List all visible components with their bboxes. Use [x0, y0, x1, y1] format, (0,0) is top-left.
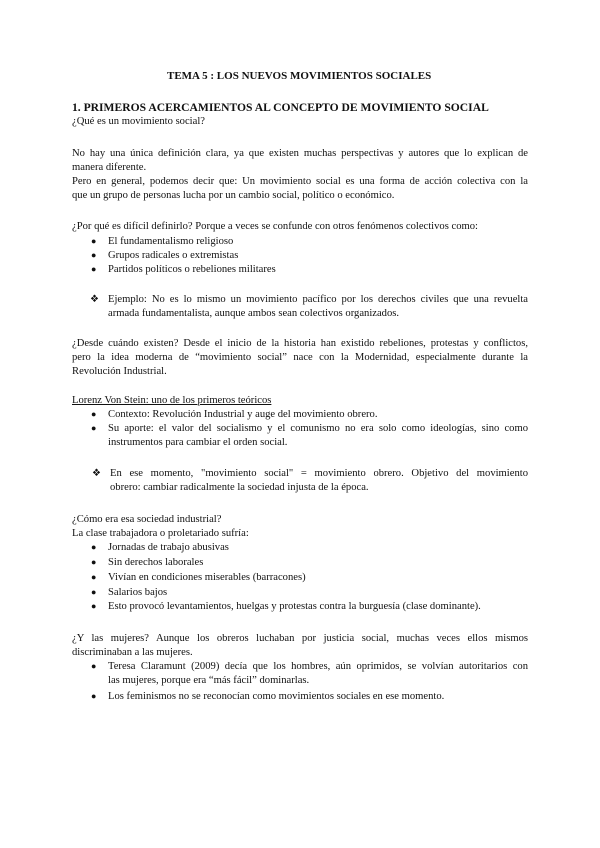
list-item: Teresa Claramunt (2009) decía que los hombres, aún oprimidos, se volvían autoritarios con	[108, 661, 528, 672]
paragraph-line: que un grupo de personas lucha por un cambio social, político o económico.	[72, 190, 395, 201]
example-line: Ejemplo: No es lo mismo un movimiento pacífico por los derechos civiles que una revuelta	[108, 294, 528, 305]
note-line: En ese momento, "movimiento social" = movimiento obrero. Objetivo del movimiento	[110, 468, 528, 479]
subheading-lorenz: Lorenz Von Stein: uno de los primeros teóricos	[72, 395, 272, 406]
list-item: Sin derechos laborales	[108, 557, 204, 568]
diamond-bullet-icon: ❖	[92, 468, 101, 479]
paragraph-line: ¿Desde cuándo existen? Desde el inicio de la historia han existido rebeliones, protestas y conflictos,	[72, 338, 528, 349]
question-what-is: ¿Qué es un movimiento social?	[72, 116, 205, 127]
list-item: Partidos políticos o rebeliones militares	[108, 264, 276, 275]
paragraph-line: ¿Y las mujeres? Aunque los obreros luchaban por justicia social, muchas veces ellos mismos	[72, 633, 528, 644]
list-item: Vivían en condiciones miserables (barracones)	[108, 572, 306, 583]
paragraph-line: Pero en general, podemos decir que: Un movimiento social es una forma de acción colectiva con la	[72, 176, 528, 187]
section-heading: 1. PRIMEROS ACERCAMIENTOS AL CONCEPTO DE MOVIMIENTO SOCIAL	[72, 101, 489, 114]
paragraph-line: Revolución Industrial.	[72, 366, 167, 377]
paragraph-line: discriminaban a las mujeres.	[72, 647, 193, 658]
bullet-icon: ●	[91, 250, 97, 260]
bullet-icon: ●	[91, 661, 97, 671]
bullet-icon: ●	[91, 557, 97, 567]
bullet-icon: ●	[91, 236, 97, 246]
paragraph-line: pero la idea moderna de “movimiento social” nace con la Modernidad, especialmente durante la	[72, 352, 528, 363]
bullet-icon: ●	[91, 264, 97, 274]
bullet-icon: ●	[91, 601, 97, 611]
bullet-icon: ●	[91, 423, 97, 433]
bullet-icon: ●	[91, 587, 97, 597]
list-item: Salarios bajos	[108, 587, 168, 598]
list-item: Esto provocó levantamientos, huelgas y protestas contra la burguesía (clase dominante).	[108, 601, 481, 612]
list-item: Los feminismos no se reconocían como movimientos sociales en ese momento.	[108, 691, 445, 702]
diamond-bullet-icon: ❖	[90, 294, 99, 305]
list-item: Su aporte: el valor del socialismo y el comunismo no era solo como ideologías, sino como	[108, 423, 528, 434]
paragraph-line: No hay una única definición clara, ya que existen muchas perspectivas y autores que lo explican de	[72, 148, 528, 159]
bullet-icon: ●	[91, 572, 97, 582]
page-title: TEMA 5 : LOS NUEVOS MOVIMIENTOS SOCIALES	[167, 70, 432, 82]
list-item: Contexto: Revolución Industrial y auge del movimiento obrero.	[108, 409, 378, 420]
note-line: obrero: cambiar radicalmente la sociedad injusta de la época.	[110, 482, 369, 493]
question-industrial-society: ¿Cómo era esa sociedad industrial?	[72, 514, 222, 525]
question-why-difficult: ¿Por qué es difícil definirlo? Porque a veces se confunde con otros fenómenos colectivos como:	[72, 221, 478, 232]
paragraph-line: La clase trabajadora o proletariado sufría:	[72, 528, 249, 539]
list-item-continuation: instrumentos para cambiar el orden social.	[108, 437, 288, 448]
bullet-icon: ●	[91, 542, 97, 552]
list-item-continuation: las mujeres, porque era “más fácil” dominarlas.	[108, 675, 310, 686]
list-item: Grupos radicales o extremistas	[108, 250, 239, 261]
example-line: armada fundamentalista, aunque ambos sean colectivos organizados.	[108, 308, 400, 319]
list-item: Jornadas de trabajo abusivas	[108, 542, 229, 553]
list-item: El fundamentalismo religioso	[108, 236, 234, 247]
bullet-icon: ●	[91, 691, 97, 701]
bullet-icon: ●	[91, 409, 97, 419]
paragraph-line: manera diferente.	[72, 162, 147, 173]
